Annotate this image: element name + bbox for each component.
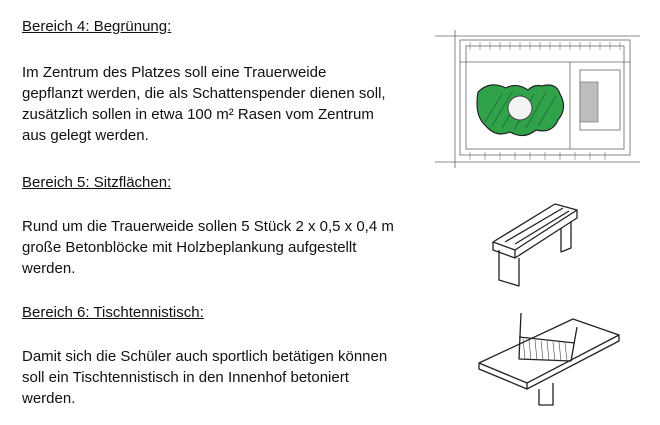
text-line: Rund um die Trauerweide sollen 5 Stück 2 x 0,5 x 0,4 m	[22, 218, 394, 235]
text-line: werden.	[22, 390, 76, 407]
section-text	[22, 216, 394, 279]
section-heading: Bereich 4: Begrünung:	[22, 18, 172, 35]
section-text	[22, 62, 386, 146]
bench-sketch	[485, 192, 585, 287]
tree-circle	[508, 96, 532, 120]
text-line: Im Zentrum des Platzes soll eine Trauerweide	[22, 64, 327, 81]
section-text	[22, 346, 387, 409]
text-line: gepflanzt werden, die als Schattenspender dienen soll,	[22, 85, 386, 102]
text-line: soll ein Tischtennistisch in den Innenhof betoniert	[22, 369, 349, 386]
text-line: große Betonblöcke mit Holzbeplankung aufgestellt	[22, 239, 357, 256]
text-line: Damit sich die Schüler auch sportlich betätigen können	[22, 348, 388, 365]
text-line: zusätzlich sollen in etwa 100 m² Rasen vom Zentrum	[22, 106, 374, 123]
text-line: werden.	[22, 260, 76, 277]
text-line: aus gelegt werden.	[22, 127, 149, 144]
section-heading: Bereich 6: Tischtennistisch:	[22, 304, 204, 321]
site-plan-drawing	[430, 22, 645, 172]
table-tennis-sketch	[473, 305, 623, 410]
section-heading: Bereich 5: Sitzflächen:	[22, 174, 172, 191]
